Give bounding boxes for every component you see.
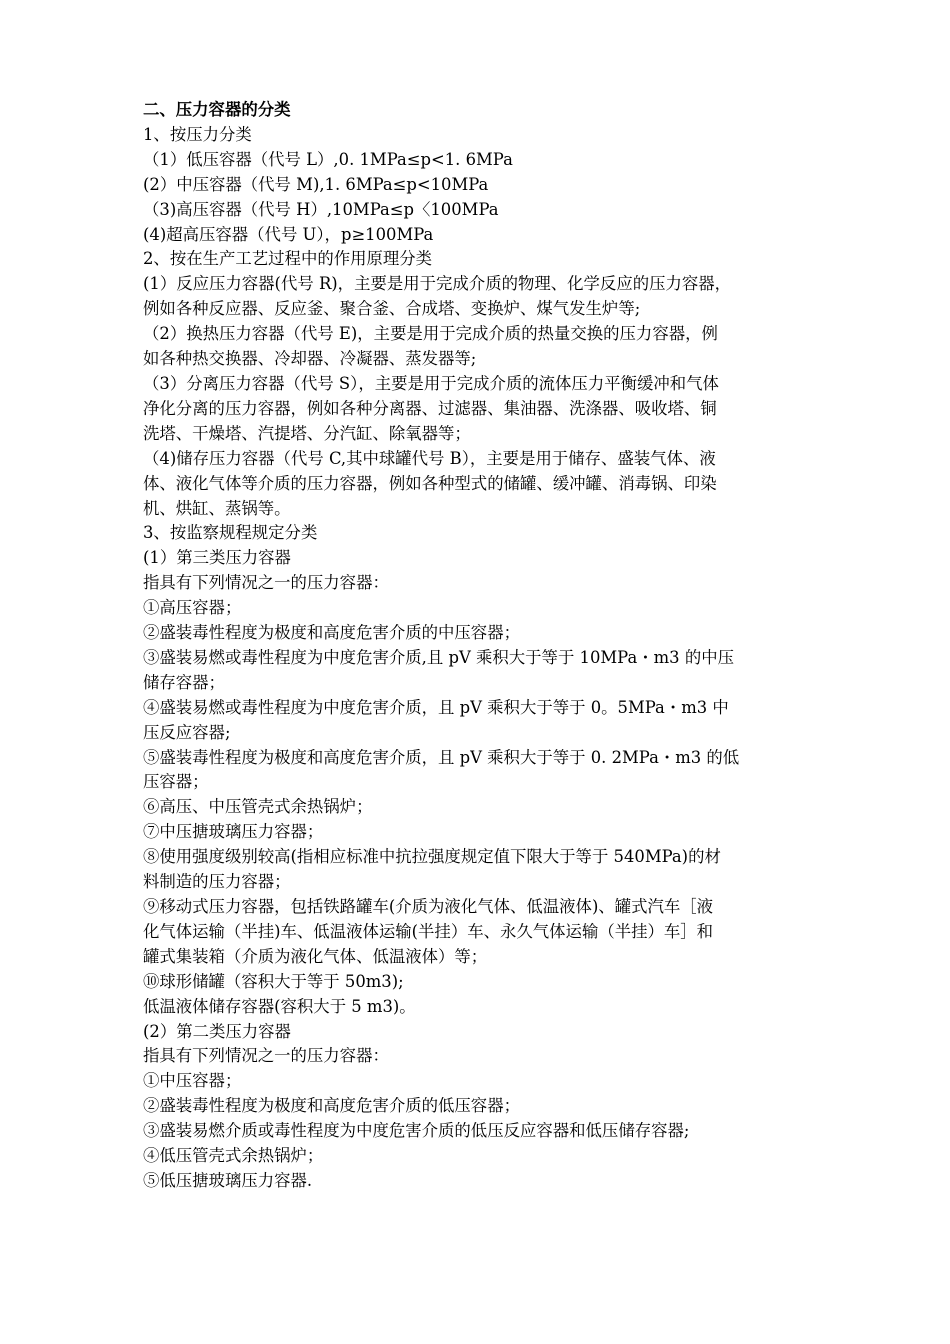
text-line: 例如各种反应器、反应釜、聚合釜、合成塔、变换炉、煤气发生炉等; [143, 299, 641, 319]
text-line: ②盛装毒性程度为极度和高度危害介质的中压容器； [143, 623, 520, 643]
section-title: 二、压力容器的分类 [143, 100, 291, 119]
text-line: （4)储存压力容器（代号 C,其中球罐代号 B），主要是用于储存、盛装气体、液 [143, 448, 716, 468]
text-line: 压容器； [143, 772, 209, 792]
text-line: ⑨移动式压力容器，包括铁路罐车(介质为液化气体、低温液体)、罐式汽车［液 [143, 897, 714, 916]
text-line: 机、烘缸、蒸锅等。 [143, 498, 291, 518]
text-line: 低温液体储存容器(容积大于 5 m3)。 [143, 996, 416, 1016]
text-line: 2、按在生产工艺过程中的作用原理分类 [143, 249, 433, 269]
text-line: （3）分离压力容器（代号 S），主要是用于完成介质的流体压力平衡缓冲和气体 [143, 373, 719, 393]
text-line: ⑧使用强度级别较高(指相应标准中抗拉强度规定值下限大于等于 540MPa)的材 [143, 847, 721, 867]
text-line: ①中压容器； [143, 1071, 242, 1091]
text-line: ②盛装毒性程度为极度和高度危害介质的低压容器； [143, 1096, 520, 1116]
document-page [143, 98, 813, 1194]
text-line: 罐式集装箱（介质为液化气体、低温液体）等； [143, 946, 488, 966]
text-line: (2）中压容器（代号 M),1. 6MPa≤p<10MPa [143, 174, 489, 194]
text-line: ⑤盛装毒性程度为极度和高度危害介质，且 pV 乘积大于等于 0. 2MPa・m3 的低 [143, 747, 740, 767]
text-line: 体、液化气体等介质的压力容器，例如各种型式的储罐、缓冲罐、消毒锅、印染 [143, 473, 717, 493]
text-line: 净化分离的压力容器，例如各种分离器、过滤器、集油器、洗涤器、吸收塔、铜 [143, 398, 717, 418]
text-line: 指具有下列情况之一的压力容器： [143, 573, 389, 593]
text-line: （3)高压容器（代号 H）,10MPa≤p〈100MPa [143, 199, 499, 219]
text-line: ⑦中压搪玻璃压力容器； [143, 822, 324, 842]
text-line: (2）第二类压力容器 [143, 1021, 291, 1041]
text-line: ④盛装易燃或毒性程度为中度危害介质，且 pV 乘积大于等于 0。5MPa・m3 中 [143, 697, 729, 717]
text-line: 化气体运输（半挂)车、低温液体运输(半挂）车、永久气体运输（半挂）车］和 [143, 921, 714, 941]
text-line: 洗塔、干燥塔、汽提塔、分汽缸、除氧器等； [143, 423, 471, 443]
document-body [143, 123, 813, 1194]
text-line: 1、按压力分类 [143, 124, 252, 144]
text-line: （2）换热压力容器（代号 E)，主要是用于完成介质的热量交换的压力容器，例 [143, 324, 718, 344]
text-line: 料制造的压力容器； [143, 872, 291, 892]
text-line: 3、按监察规程规定分类 [143, 523, 318, 543]
text-line: (1）反应压力容器(代号 R)，主要是用于完成介质的物理、化学反应的压力容器， [143, 274, 732, 294]
text-line: （1）低压容器（代号 L）,0. 1MPa≤p<1. 6MPa [143, 149, 513, 169]
text-line: ⑥高压、中压管壳式余热锅炉； [143, 797, 373, 817]
text-line: 压反应容器; [143, 722, 231, 742]
text-line: ③盛装易燃介质或毒性程度为中度危害介质的低压反应容器和低压储存容器; [143, 1121, 690, 1141]
text-line: 储存容器； [143, 672, 225, 692]
text-line: ⑩球形储罐（容积大于等于 50m3); [143, 971, 404, 991]
text-line: (4)超高压容器（代号 U），p≥100MPa [143, 224, 434, 244]
text-line: ①高压容器； [143, 598, 242, 618]
text-line: (1）第三类压力容器 [143, 548, 291, 568]
text-line: 如各种热交换器、冷却器、冷凝器、蒸发器等; [143, 349, 477, 369]
text-line: ⑤低压搪玻璃压力容器. [143, 1170, 313, 1190]
text-line: 指具有下列情况之一的压力容器： [143, 1046, 389, 1066]
text-line: ③盛装易燃或毒性程度为中度危害介质,且 pV 乘积大于等于 10MPa・m3 的中压 [143, 647, 734, 667]
text-line: ④低压管壳式余热锅炉； [143, 1146, 324, 1166]
